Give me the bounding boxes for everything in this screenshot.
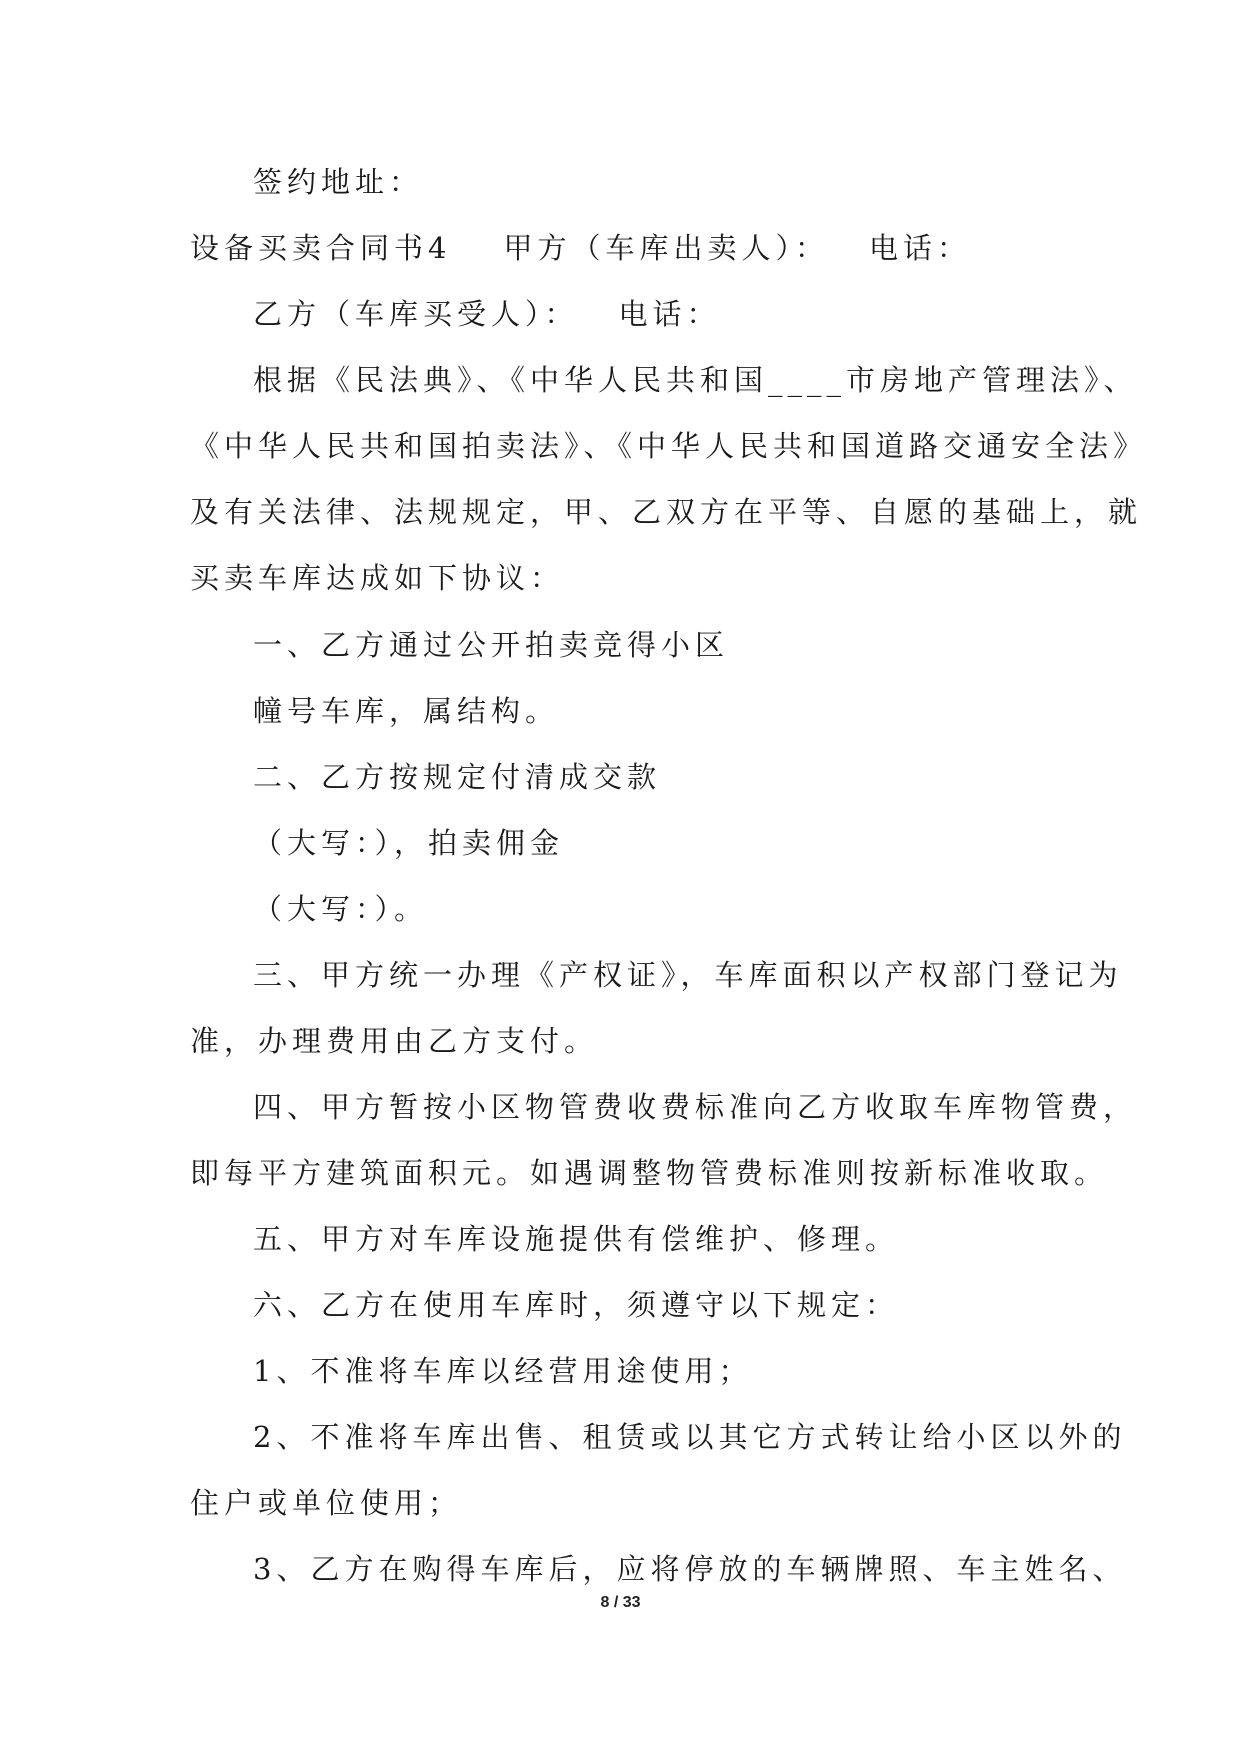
paragraph-line: 根据《民法典》、《中华人民共和国____市房地产管理法》、 bbox=[253, 363, 1138, 397]
contract-heading-line bbox=[190, 230, 971, 266]
contract-title: 设备买卖合同书4 bbox=[190, 231, 452, 265]
clause-four-line: 即每平方建筑面积元。如遇调整物管费标准则按新标准收取。 bbox=[190, 1156, 1109, 1190]
signing-address-line: 签约地址： bbox=[253, 165, 424, 199]
clause-six-line: 六、乙方在使用车库时，须遵守以下规定： bbox=[253, 1288, 900, 1322]
paragraph-line: 买卖车库达成如下协议： bbox=[190, 561, 565, 595]
paragraph-line: 及有关法律、法规规定，甲、乙双方在平等、自愿的基础上，就 bbox=[190, 495, 1143, 529]
clause-two-line: 二、乙方按规定付清成交款 bbox=[253, 760, 662, 794]
rule-item: 住户或单位使用； bbox=[190, 1486, 463, 1520]
clause-two-line: （大写：）。 bbox=[253, 892, 429, 926]
page-number: 8 / 33 bbox=[600, 1594, 641, 1611]
party-b-line bbox=[253, 296, 721, 332]
clause-three-line: 三、甲方统一办理《产权证》，车库面积以产权部门登记为 bbox=[253, 958, 1123, 992]
party-a-phone-label: 电话： bbox=[868, 231, 971, 265]
clause-four-line: 四、甲方暂按小区物管费收费标准向乙方收取车库物管费， bbox=[253, 1090, 1138, 1124]
clause-five-line: 五、甲方对车库设施提供有偿维护、修理。 bbox=[253, 1222, 900, 1256]
clause-three-line: 准，办理费用由乙方支付。 bbox=[190, 1024, 599, 1058]
party-a-label: 甲方（车库出卖人）： bbox=[503, 231, 829, 265]
rule-item: 1、不准将车库以经营用途使用； bbox=[253, 1354, 753, 1388]
clause-one-line: 一、乙方通过公开拍卖竞得小区 bbox=[253, 628, 730, 662]
party-b-label: 乙方（车库买受人）： bbox=[253, 297, 579, 331]
rule-item: 2、不准将车库出售、租赁或以其它方式转让给小区以外的 bbox=[253, 1420, 1127, 1454]
party-b-phone-label: 电话： bbox=[618, 297, 721, 331]
clause-two-line: （大写：），拍卖佣金 bbox=[253, 826, 565, 860]
clause-one-line: 幢号车库，属结构。 bbox=[253, 694, 560, 728]
rule-item: 3、乙方在购得车库后，应将停放的车辆牌照、车主姓名、 bbox=[253, 1552, 1127, 1586]
paragraph-line: 《中华人民共和国拍卖法》、《中华人民共和国道路交通安全法》 bbox=[190, 429, 1148, 463]
